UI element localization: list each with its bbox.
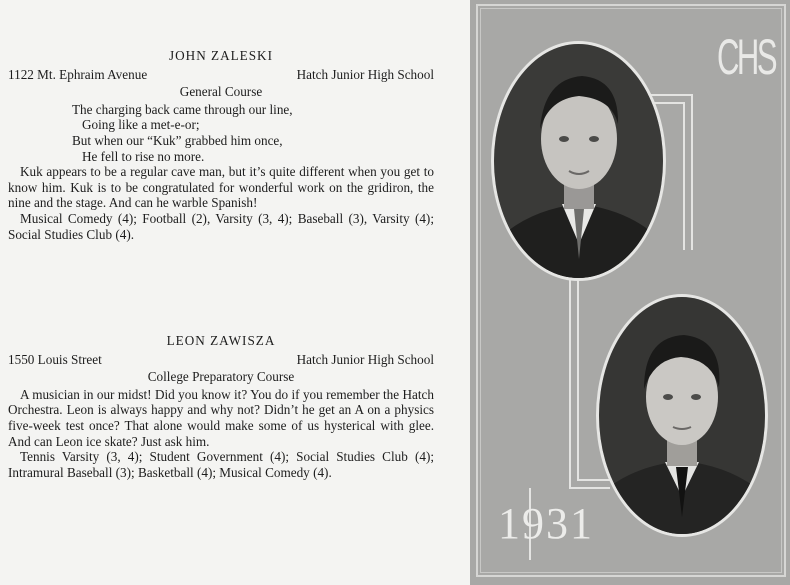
student-name: JOHN ZALESKI xyxy=(169,48,273,63)
student-address: 1550 Louis Street xyxy=(8,351,102,367)
school-monogram: CHS xyxy=(717,29,776,85)
poem-line: He fell to rise no more. xyxy=(82,148,205,164)
student-school: Hatch Junior High School xyxy=(296,66,434,82)
student-address: 1122 Mt. Ephraim Avenue xyxy=(8,66,148,82)
student-poem xyxy=(8,102,434,164)
poem-line: Going like a met-e-or; xyxy=(82,117,200,133)
poem-line: The charging back came through our line, xyxy=(72,101,293,117)
portrait-john-zaleski xyxy=(491,41,666,281)
poem-line: But when our “Kuk” grabbed him once, xyxy=(72,132,283,148)
portrait-leon-zawisza xyxy=(596,294,768,537)
photo-panel xyxy=(470,0,790,585)
student-course: College Preparatory Course xyxy=(147,369,295,385)
student-bio: A musician in our midst! Did you know it? You do if you remember the Hatch Orchestra. Leon is always happy and why not? Didn’t he get an A on a physics five-week test once? That alone would make some of us hysterical with glee. And can Leon ice skate? Just ask him. xyxy=(8,386,434,449)
student-school: Hatch Junior High School xyxy=(296,351,434,367)
yearbook-year: 1931 xyxy=(498,499,594,548)
student-activities: Tennis Varsity (3, 4); Student Government (4); Social Studies Club (4); Intramural Baseball (3); Basketball (4); Musical Comedy (4). xyxy=(8,449,434,480)
student-entry-john-zaleski xyxy=(8,48,434,242)
address-row xyxy=(8,352,434,368)
student-course: General Course xyxy=(179,84,263,100)
student-bio: Kuk appears to be a regular cave man, but it’s quite different when you get to know him. Kuk is to be congratulated for wonderful work on the gridiron, the nine and the stage. And can he warble Spanish! xyxy=(8,164,434,211)
student-activities: Musical Comedy (4); Football (2), Varsity (3, 4); Baseball (3), Varsity (4); Social Studies Club (4). xyxy=(8,210,434,242)
student-entry-leon-zawisza xyxy=(8,333,434,480)
address-row xyxy=(8,67,434,83)
student-name: LEON ZAWISZA xyxy=(166,333,276,348)
